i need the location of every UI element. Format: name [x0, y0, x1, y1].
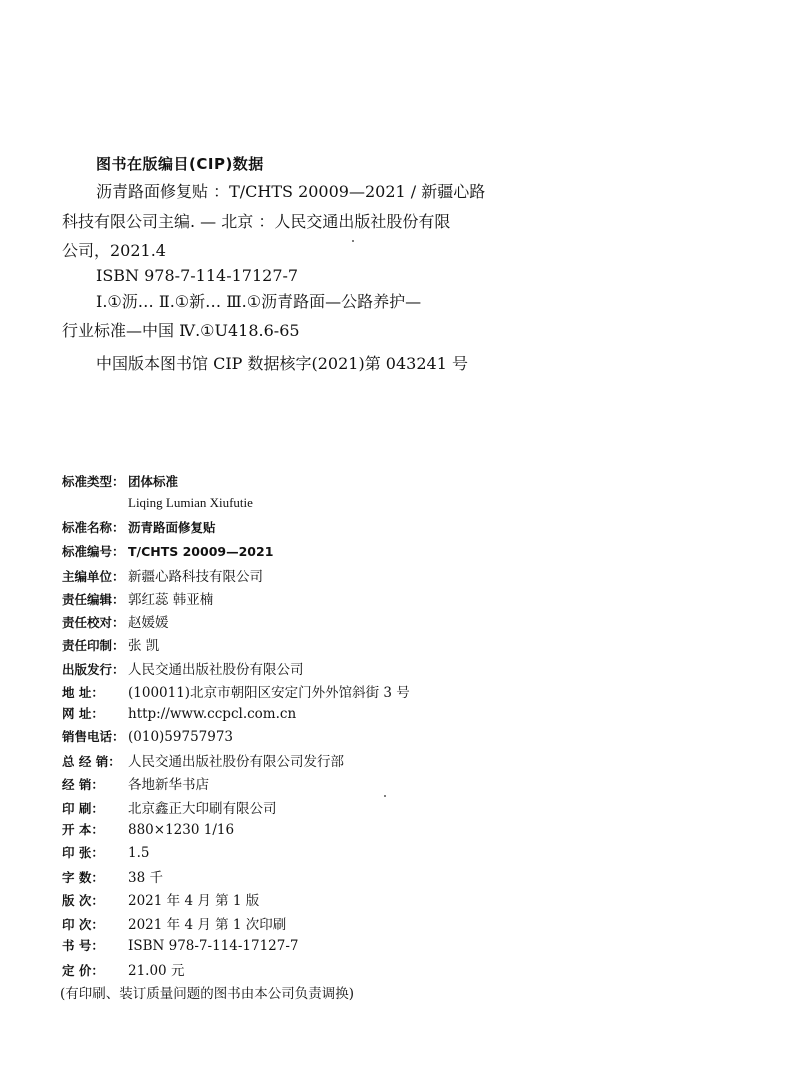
colophon-value: 张 凯: [128, 638, 160, 655]
colophon-value: 新疆心路科技有限公司: [128, 568, 263, 585]
colophon-value: 1.5: [128, 845, 150, 861]
colophon-label: 印 张：: [62, 845, 104, 860]
colophon-row-proofreader: [62, 611, 762, 634]
colophon-row-chief-editor-unit: [62, 565, 762, 588]
colophon-label: 定 价：: [62, 962, 104, 978]
colophon-row-pinyin: [62, 495, 762, 518]
colophon-row-editors: [62, 588, 762, 611]
colophon-label: 责任校对：: [62, 615, 125, 631]
quality-guarantee-note: (有印刷、装订质量问题的图书由本公司负责调换): [60, 986, 355, 1003]
colophon-label: 责任印制：: [62, 638, 125, 654]
colophon-label: 标准编号：: [62, 543, 125, 559]
cip-line-record-number: 中国版本图书馆 CIP 数据核字(2021)第 043241 号: [96, 354, 468, 373]
colophon-value: 北京鑫正大印刷有限公司: [128, 800, 277, 817]
colophon-label: 标准类型：: [62, 474, 125, 489]
cip-line-title: 沥青路面修复贴 ：T/CHTS 20009—2021 / 新疆心路: [96, 182, 486, 201]
cip-line-isbn: ISBN 978-7-114-17127-7: [96, 266, 299, 285]
colophon-value: 2021 年 4 月 第 1 次印刷: [128, 916, 287, 933]
colophon-value: (100011)北京市朝阳区安定门外外馆斜街 3 号: [128, 684, 410, 701]
colophon-label: 版 次：: [62, 893, 104, 909]
colophon-value: Liqing Lumian Xiufutie: [128, 495, 253, 511]
colophon: [62, 472, 762, 1005]
colophon-value: 赵媛媛: [128, 615, 169, 632]
colophon-label: 主编单位：: [62, 568, 125, 584]
colophon-value: ISBN 978-7-114-17127-7: [128, 937, 299, 954]
colophon-value: T/CHTS 20009—2021: [128, 543, 274, 559]
colophon-row-printer: [62, 797, 762, 820]
colophon-label: 书 号：: [62, 937, 104, 953]
colophon-value: 人民交通出版社股份有限公司发行部: [128, 754, 344, 771]
colophon-value: (010)59757973: [128, 729, 234, 746]
colophon-value: 团体标准: [128, 474, 179, 489]
colophon-value: 人民交通出版社股份有限公司: [128, 661, 304, 678]
colophon-value: 郭红蕊 韩亚楠: [128, 591, 214, 608]
colophon-row-isbn: [62, 936, 762, 959]
colophon-row-standard-type: [62, 472, 762, 495]
colophon-label: 网 址：: [62, 705, 104, 721]
colophon-row-publisher: [62, 658, 762, 681]
colophon-row-price: [62, 959, 762, 982]
colophon-value: 2021 年 4 月 第 1 版: [128, 893, 260, 910]
colophon-row-format: [62, 820, 762, 843]
colophon-row-printed-sheets: [62, 843, 762, 866]
colophon-row-impression: [62, 913, 762, 936]
colophon-value: 21.00 元: [128, 962, 185, 979]
colophon-label: 出版发行：: [62, 661, 125, 677]
colophon-label: 印 刷：: [62, 800, 104, 816]
colophon-row-sales-phone: [62, 727, 762, 750]
colophon-row-distributor: [62, 773, 762, 796]
colophon-value: 各地新华书店: [128, 777, 209, 794]
colophon-row-word-count: [62, 866, 762, 889]
colophon-label: 经 销：: [62, 777, 104, 793]
colophon-label: 销售电话：: [62, 729, 125, 745]
colophon-row-address: [62, 681, 762, 704]
colophon-row-general-distributor: [62, 750, 762, 773]
colophon-row-edition: [62, 889, 762, 912]
cip-line-publisher: 科技有限公司主编. — 北京 ：人民交通出版社股份有限: [62, 212, 451, 231]
colophon-value: 38 千: [128, 870, 163, 887]
colophon-label: 总 经 销：: [62, 754, 121, 770]
colophon-row-website: [62, 704, 762, 727]
colophon-label: 地 址：: [62, 684, 104, 700]
colophon-row-standard-number: [62, 542, 762, 565]
colophon-value: 沥青路面修复贴: [128, 520, 216, 536]
cip-heading: 图书在版编目(CIP)数据: [96, 155, 264, 173]
colophon-label: 标准名称：: [62, 520, 125, 536]
colophon-label: 责任编辑：: [62, 591, 125, 607]
colophon-row-standard-name: [62, 518, 762, 541]
colophon-label: 印 次：: [62, 916, 104, 932]
cip-line-classification: 行业标准—中国 Ⅳ.①U418.6-65: [62, 321, 300, 340]
cip-line-subjects: Ⅰ.①沥… Ⅱ.①新… Ⅲ.①沥青路面—公路养护—: [96, 292, 422, 311]
colophon-label: 字 数：: [62, 870, 104, 886]
colophon-value: 880×1230 1/16: [128, 821, 235, 838]
colophon-value: http://www.ccpcl.com.cn: [128, 705, 297, 722]
colophon-label: 开 本：: [62, 821, 104, 837]
scan-speck: [352, 240, 354, 242]
cip-line-date: 公司，2021.4: [62, 241, 166, 260]
colophon-row-print-manager: [62, 634, 762, 657]
